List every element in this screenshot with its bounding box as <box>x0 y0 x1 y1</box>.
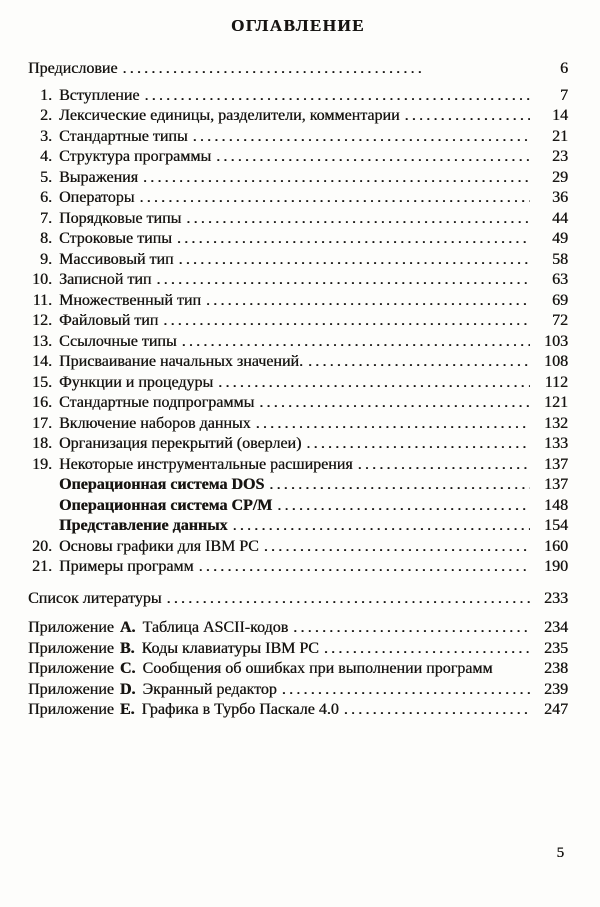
toc-row-literature <box>28 589 568 610</box>
dot-leader <box>193 127 530 148</box>
toc-row-preface <box>28 59 568 80</box>
page-ref: 36 <box>552 189 568 206</box>
page-ref: 58 <box>552 250 568 268</box>
dot-leader <box>216 147 530 168</box>
appendix-label: Приложение <box>28 680 114 698</box>
chapter-number: 5. <box>40 168 52 186</box>
page-ref: 49 <box>552 230 568 247</box>
dot-leader <box>344 700 530 721</box>
page-ref: 160 <box>544 537 568 555</box>
entry-title: Записной тип <box>59 271 152 288</box>
toc-row <box>28 147 568 168</box>
entry-title: Организация перекрытий (оверлеи) <box>59 435 302 452</box>
toc-row <box>28 516 568 537</box>
toc-row <box>28 332 568 353</box>
entry-title: Включение наборов данных <box>59 414 251 432</box>
toc-row <box>28 455 568 476</box>
appendix-list <box>28 618 568 721</box>
chapter-number: 17. <box>32 414 52 432</box>
entry-title: Строковые типы <box>59 230 172 247</box>
page-ref: 29 <box>552 168 568 186</box>
page-ref: 14 <box>552 107 568 124</box>
toc-row <box>28 188 568 209</box>
toc-row <box>28 106 568 127</box>
toc-row <box>28 311 568 332</box>
entry-title: Представление данных <box>59 517 228 534</box>
chapter-number: 19. <box>32 455 52 473</box>
dot-leader <box>199 557 530 578</box>
chapter-number: 7. <box>40 209 52 227</box>
appendix-label: Приложение <box>28 701 114 718</box>
toc-row <box>28 475 568 496</box>
chapter-number: 13. <box>32 332 52 350</box>
chapter-number: 10. <box>32 271 52 288</box>
page-title: ОГЛАВЛЕНИЕ <box>231 16 365 35</box>
appendix-letter: D. <box>119 680 136 698</box>
chapter-number: 18. <box>32 435 52 452</box>
dot-leader <box>143 168 530 189</box>
page-ref: 23 <box>552 148 568 165</box>
dot-leader <box>256 414 530 435</box>
toc-row-appendix <box>28 659 568 680</box>
toc-row <box>28 393 568 414</box>
chapter-number: 16. <box>32 394 52 411</box>
entry-title: Присваивание начальных значений. <box>59 353 303 370</box>
dot-leader <box>259 393 530 414</box>
chapter-number: 11. <box>32 291 52 309</box>
page-ref: 233 <box>544 589 568 607</box>
appendix-letter: A. <box>119 619 136 636</box>
chapter-number: 1. <box>40 86 52 104</box>
folio-page-number: 5 <box>556 845 564 861</box>
toc-row <box>28 414 568 435</box>
dot-leader <box>177 229 530 250</box>
dot-leader <box>293 618 530 639</box>
page-ref: 154 <box>544 517 568 534</box>
page-ref: 235 <box>544 639 568 657</box>
dot-leader <box>144 86 530 107</box>
appendix-label: Приложение <box>28 619 114 636</box>
dot-leader <box>324 639 530 660</box>
toc-row <box>28 127 568 148</box>
toc-row <box>28 496 568 517</box>
entry-title: Файловый тип <box>59 312 159 329</box>
toc-row <box>28 291 568 312</box>
entry-title: Ссылочные типы <box>59 332 177 350</box>
toc-row <box>28 537 568 558</box>
appendix-letter: B. <box>119 639 135 657</box>
chapter-number: 4. <box>40 148 52 165</box>
toc-row <box>28 168 568 189</box>
page-ref: 190 <box>544 558 568 575</box>
entry-title: Выражения <box>59 168 138 186</box>
dot-leader <box>179 250 530 271</box>
dot-leader <box>218 373 530 394</box>
chapter-number: 12. <box>32 312 52 329</box>
page-ref: 103 <box>544 332 568 350</box>
toc-row-appendix <box>28 700 568 721</box>
dot-leader <box>282 680 530 701</box>
appendix-label: Приложение <box>28 660 114 677</box>
chapter-number: 14. <box>32 353 52 370</box>
toc-row <box>28 270 568 291</box>
page-ref: 247 <box>544 701 568 718</box>
page-ref: 6 <box>560 60 568 77</box>
entry-title: Список литературы <box>28 589 162 607</box>
entry-title: Операторы <box>59 189 135 206</box>
toc-row <box>28 209 568 230</box>
page-ref: 137 <box>544 476 568 493</box>
chapter-number: 3. <box>40 127 52 145</box>
page-ref: 69 <box>552 291 568 309</box>
toc-row <box>28 250 568 271</box>
page-ref: 72 <box>552 312 568 329</box>
dot-leader <box>139 188 530 209</box>
chapter-number: 6. <box>40 189 52 206</box>
entry-title: Коды клавиатуры IBM PC <box>141 639 319 657</box>
page-ref: 112 <box>544 373 568 391</box>
page-ref: 44 <box>552 209 568 227</box>
toc-row <box>28 352 568 373</box>
dot-leader <box>358 455 530 476</box>
entry-title: Операционная система DOS <box>59 476 265 493</box>
entry-title: Массивовый тип <box>59 250 174 268</box>
entry-title: Стандартные типы <box>59 127 188 145</box>
appendix-letter: E. <box>119 701 135 718</box>
chapter-number: 2. <box>40 107 52 124</box>
entry-title: Вступление <box>59 86 140 104</box>
page-ref: 108 <box>544 353 568 370</box>
toc-row <box>28 373 568 394</box>
toc-row-appendix <box>28 680 568 701</box>
dot-leader <box>233 516 530 537</box>
dot-leader <box>277 496 530 517</box>
entry-title: Функции и процедуры <box>59 373 214 391</box>
dot-leader <box>264 537 530 558</box>
dot-leader <box>308 352 530 373</box>
dot-leader <box>182 332 530 353</box>
entry-title: Экранный редактор <box>142 680 277 698</box>
page-ref: 63 <box>552 271 568 288</box>
dot-leader <box>186 209 530 230</box>
dot-leader <box>167 589 530 610</box>
chapter-list <box>28 86 568 578</box>
entry-title: Основы графики для IBM PC <box>59 537 259 555</box>
page-ref: 133 <box>544 435 568 452</box>
appendix-label: Приложение <box>28 639 114 657</box>
chapter-number: 21. <box>32 558 52 575</box>
page-ref: 238 <box>544 660 568 677</box>
entry-title: Операционная система CP/M <box>59 496 273 514</box>
chapter-number: 15. <box>32 373 52 391</box>
page-ref: 239 <box>544 680 568 698</box>
dot-leader <box>206 291 530 312</box>
toc-row <box>28 229 568 250</box>
toc-row-appendix <box>28 618 568 639</box>
entry-title: Сообщения об ошибках при выполнении программ <box>142 660 493 677</box>
page-ref: 21 <box>552 127 568 145</box>
dot-leader <box>405 106 530 127</box>
toc-row <box>28 557 568 578</box>
toc-row <box>28 86 568 107</box>
dot-leader <box>156 270 530 291</box>
toc-row <box>28 434 568 455</box>
dot-leader <box>306 434 530 455</box>
dot-leader <box>122 59 424 80</box>
entry-title: Структура программы <box>59 148 212 165</box>
chapter-number: 8. <box>40 230 52 247</box>
entry-title: Множественный тип <box>59 291 201 309</box>
page-ref: 137 <box>544 455 568 473</box>
chapter-number: 20. <box>32 537 52 555</box>
entry-title: Порядковые типы <box>59 209 182 227</box>
page-ref: 234 <box>544 619 568 636</box>
page-ref: 132 <box>544 414 568 432</box>
entry-title: Некоторые инструментальные расширения <box>59 455 353 473</box>
entry-title: Предисловие <box>28 60 118 77</box>
entry-title: Графика в Турбо Паскале 4.0 <box>141 701 339 718</box>
chapter-number: 9. <box>40 250 52 268</box>
appendix-letter: C. <box>119 660 136 677</box>
entry-title: Примеры программ <box>59 558 194 575</box>
entry-title: Стандартные подпрограммы <box>59 394 255 411</box>
dot-leader <box>163 311 530 332</box>
toc-row-appendix <box>28 639 568 660</box>
page-ref: 121 <box>544 394 568 411</box>
dot-leader <box>269 475 530 496</box>
entry-title: Лексические единицы, разделители, комментарии <box>59 107 400 124</box>
entry-title: Таблица ASCII-кодов <box>142 619 289 636</box>
page-ref: 148 <box>544 496 568 514</box>
page-ref: 7 <box>560 86 568 104</box>
